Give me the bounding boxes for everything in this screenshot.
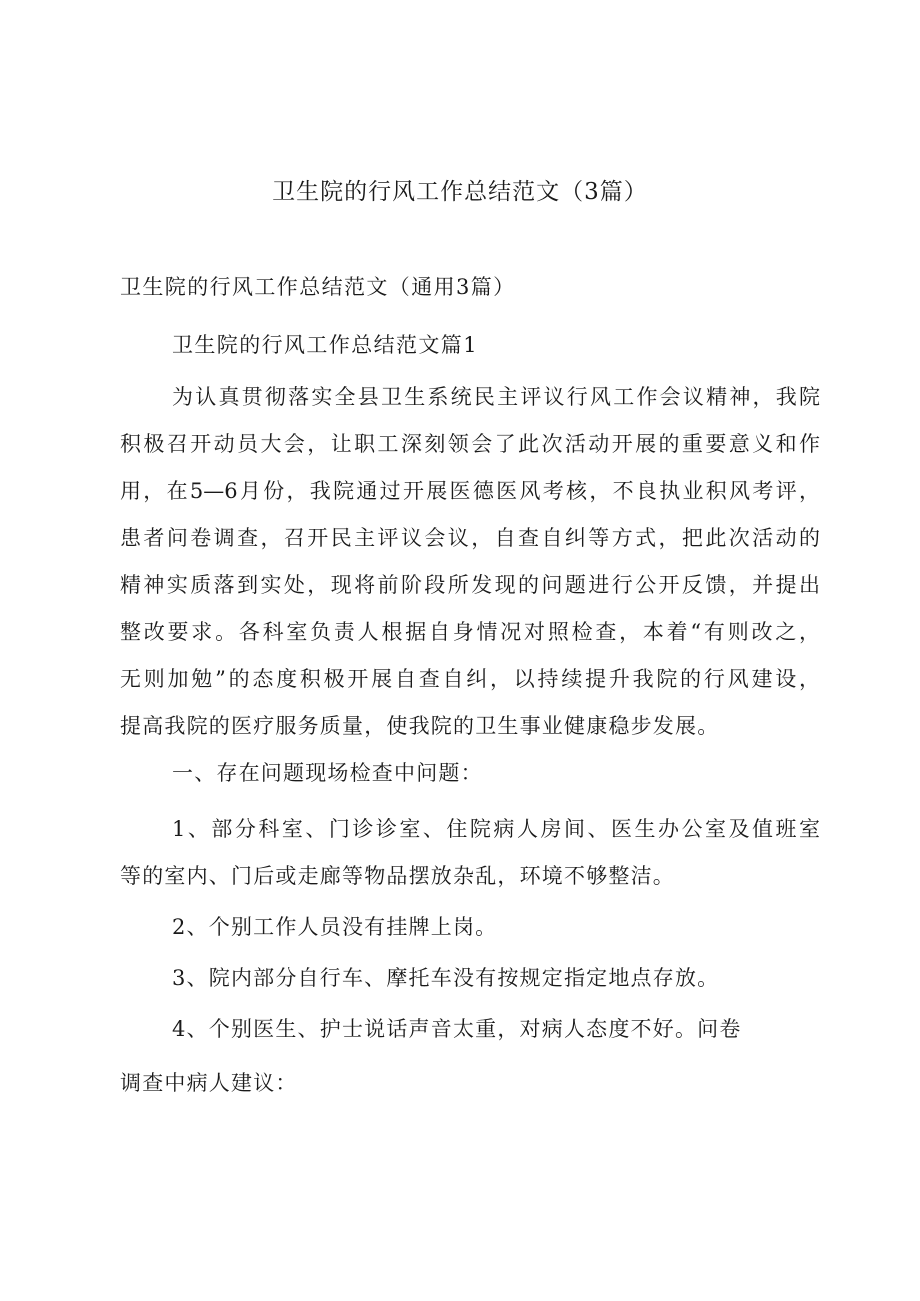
paragraph-line: 整改要求。各科室负责人根据自身情况对照检查，本着“有则改之， xyxy=(120,620,820,644)
paragraph-line: 积极召开动员大会，让职工深刻领会了此次活动开展的重要意义和作 xyxy=(120,432,820,456)
paragraph-line: 患者问卷调查，召开民主评议会议，自查自纠等方式，把此次活动的 xyxy=(120,526,820,550)
item-3-line: 3、院内部分自行车、摩托车没有按规定指定地点存放。 xyxy=(172,966,720,990)
document-subtitle: 卫生院的行风工作总结范文（通用3篇） xyxy=(120,275,516,299)
paragraph-line: 提高我院的医疗服务质量，使我院的卫生事业健康稳步发展。 xyxy=(120,714,720,738)
paragraph-line: 无则加勉”的态度积极开展自查自纠，以持续提升我院的行风建设， xyxy=(120,667,820,691)
item-2-line: 2、个别工作人员没有挂牌上岗。 xyxy=(172,915,498,939)
paragraph-line: 精神实质落到实处，现将前阶段所发现的问题进行公开反馈，并提出 xyxy=(120,573,820,597)
item-4-line: 4、个别医生、护士说话声音太重，对病人态度不好。问卷 xyxy=(172,1017,742,1041)
problem-heading xyxy=(120,750,820,797)
document-title: 卫生院的行风工作总结范文（3篇） xyxy=(272,179,648,205)
paragraph-line: 用，在5—6月份，我院通过开展医德医风考核，不良执业积风考评， xyxy=(120,479,820,503)
item-1-line: 等的室内、门后或走廊等物品摆放杂乱，环境不够整洁。 xyxy=(120,864,675,888)
intro-paragraph xyxy=(120,374,820,750)
item-2 xyxy=(120,904,820,951)
item-4-continuation xyxy=(120,1060,820,1107)
paragraph-line: 为认真贯彻落实全县卫生系统民主评议行风工作会议精神，我院 xyxy=(172,385,820,409)
item-1-line: 1、部分科室、门诊诊室、住院病人房间、医生办公室及值班室 xyxy=(172,817,820,841)
item-1 xyxy=(120,806,820,900)
item-4 xyxy=(120,1006,820,1053)
problem-heading-line: 一、存在问题现场检查中问题： xyxy=(172,761,483,785)
item-3 xyxy=(120,955,820,1002)
section-heading: 卫生院的行风工作总结范文篇1 xyxy=(172,333,478,357)
item-4-continuation-line: 调查中病人建议： xyxy=(120,1071,298,1095)
